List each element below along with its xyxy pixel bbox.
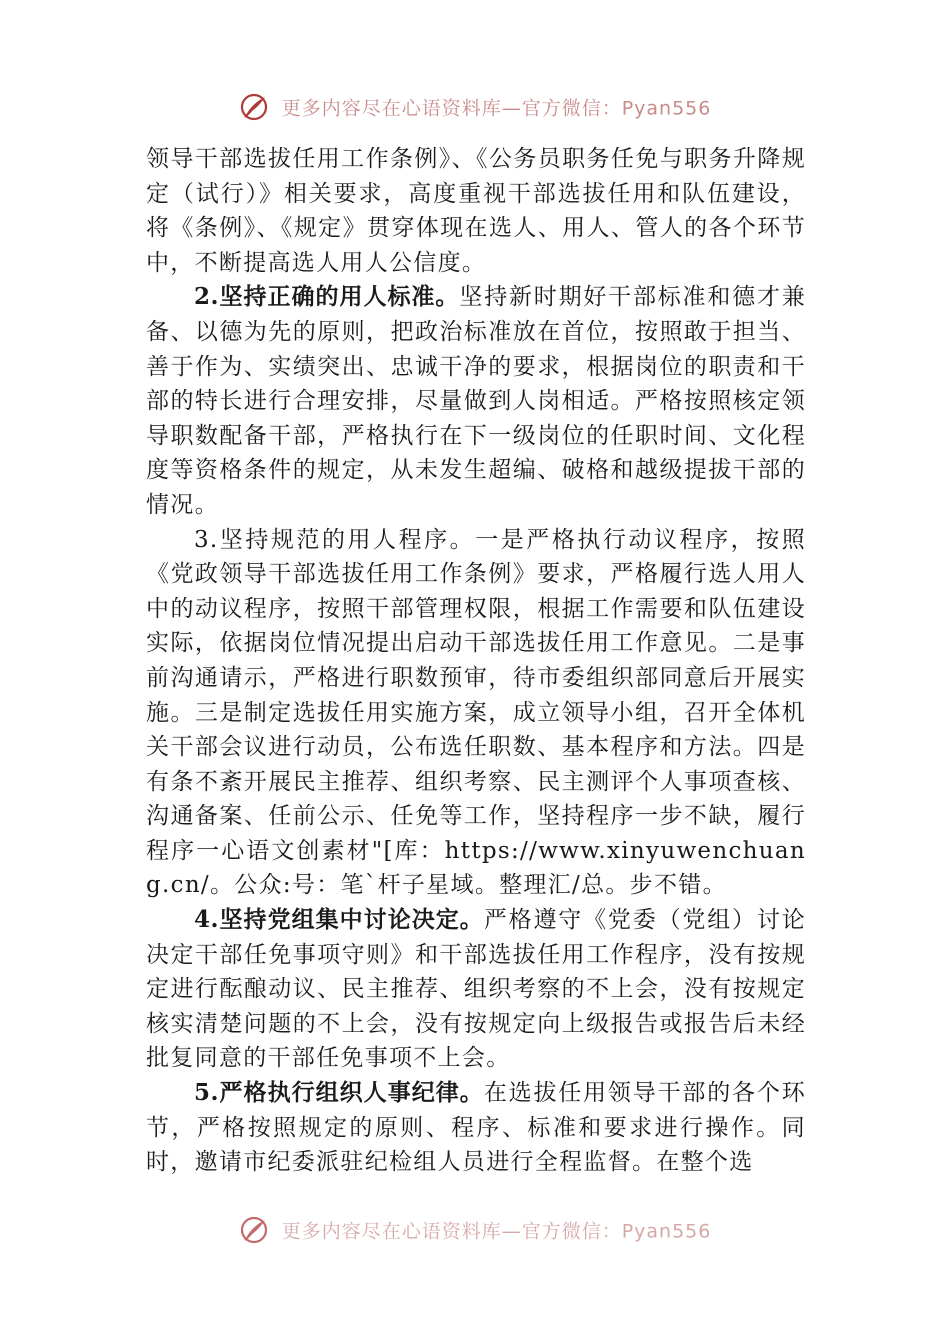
feather-quill-logo-icon — [239, 92, 269, 122]
paragraph-1-text: 领导干部选拔任用工作条例》、《公务员职务任免与职务升降规定（试行）》相关要求，高度重视干部选拔任用和队伍建设，将《条例》、《规定》贯穿体现在选人、用人、管人的各个环节中，不断提高选人用人公信度。 — [146, 146, 806, 276]
paragraph-4 — [146, 903, 806, 1076]
paragraph-1 — [146, 142, 806, 280]
paragraph-4-heading: 4.坚持党组集中讨论决定。 — [194, 906, 484, 934]
paragraph-4-text: 严格遵守《党委（党组）讨论决定干部任免事项守则》和干部选拔任用工作程序，没有按规定进行酝酿动议、民主推荐、组织考察的不上会，没有按规定核实清楚问题的不上会，没有按规定向上级报告或报告后未经批复同意的干部任免事项不上会。 — [146, 907, 806, 1072]
feather-quill-logo-icon — [239, 1215, 269, 1245]
paragraph-5-heading: 5.严格执行组织人事纪律。 — [194, 1079, 484, 1107]
paragraph-5 — [146, 1076, 806, 1180]
paragraph-3-text: 3.坚持规范的用人程序。一是严格执行动议程序，按照《党政领导干部选拔任用工作条例》要求，严格履行选人用人中的动议程序，按照干部管理权限，根据工作需要和队伍建设实际，依据岗位情况提出启动干部选拔任用工作意见。二是事前沟通请示，严格进行职数预审，待市委组织部同意后开展实施。三是制定选拔任用实施方案，成立领导小组，召开全体机关干部会议进行动员，公布选任职数、基本程序和方法。四是有条不紊开展民主推荐、组织考察、民主测评个人事项查核、沟通备案、任前公示、任免等工作，坚持程序一步不缺，履行程序一心语文创素材"[库：https://www.xinyuwenchuang.cn/。公众:号：笔`杆子星域。整理汇/总。步不错。 — [146, 526, 806, 899]
paragraph-2-heading: 2.坚持正确的用人标准。 — [194, 283, 460, 311]
document-body — [146, 142, 806, 1218]
footer-watermark-text: 更多内容尽在心语资料库—官方微信：Pyan556 — [281, 1220, 712, 1243]
footer-watermark — [0, 1215, 950, 1245]
paragraph-2 — [146, 280, 806, 522]
paragraph-2-text: 坚持新时期好干部标准和德才兼备、以德为先的原则，把政治标准放在首位，按照敢于担当、善于作为、实绩突出、忠诚干净的要求，根据岗位的职责和干部的特长进行合理安排，尽量做到人岗相适。严格按照核定领导职数配备干部，严格执行在下一级岗位的任职时间、文化程度等资格条件的规定，从未发生超编、破格和越级提拔干部的情况。 — [146, 284, 806, 518]
header-watermark — [0, 92, 950, 122]
paragraph-3 — [146, 523, 806, 904]
paragraph-5-text: 在选拔任用领导干部的各个环节，严格按照规定的原则、程序、标准和要求进行操作。同时，邀请市纪委派驻纪检组人员进行全程监督。在整个选 — [146, 1080, 806, 1176]
header-watermark-text: 更多内容尽在心语资料库—官方微信：Pyan556 — [281, 97, 712, 120]
